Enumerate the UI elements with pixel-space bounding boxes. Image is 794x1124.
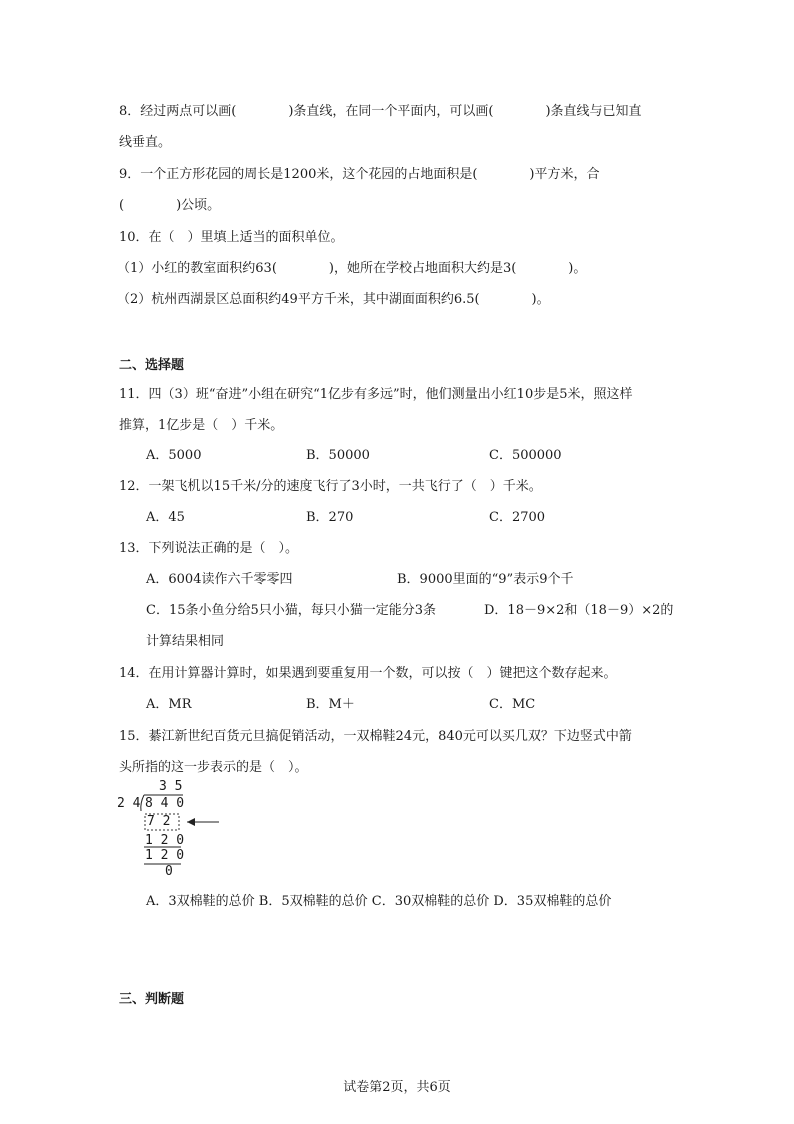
question-11-option-a: A．5000: [146, 448, 202, 463]
question-14-option-a: A．MR: [146, 697, 192, 712]
question-11-line-2: 推算，1亿步是（ ）千米。: [119, 418, 284, 433]
division-bracket-lines: [117, 780, 227, 880]
long-division-figure: [117, 780, 227, 880]
section-judgement-heading: 三、判断题: [119, 992, 185, 1007]
section-choice-heading: 二、选择题: [119, 358, 185, 373]
question-11-option-b: B．50000: [306, 448, 370, 463]
highlight-box: [145, 814, 179, 830]
question-10-part-1: （1）小红的教室面积约63( )，她所在学校占地面积大约是3( )。: [117, 261, 587, 276]
question-11-line-1: 11．四（3）班“奋进”小组在研究“1亿步有多远”时，他们测量出小红10步是5米，照这样: [119, 387, 633, 402]
question-13-option-a: A．6004读作六千零零四: [146, 572, 293, 587]
question-8-line-2: 线垂直。: [119, 135, 172, 150]
question-13-option-d: D．18－9×2和（18－9）×2的: [484, 603, 674, 618]
page-footer: 试卷第2页，共6页: [343, 1080, 451, 1095]
question-15-line-1: 15．綦江新世纪百货元旦搞促销活动，一双棉鞋24元，840元可以买几双？下边竖式中箭: [119, 729, 632, 744]
question-13-option-b: B．9000里面的“9”表示9个千: [397, 572, 574, 587]
question-14: 14．在用计算器计算时，如果遇到要重复用一个数，可以按（ ）键把这个数存起来。: [119, 666, 617, 681]
division-step-product: 7 2: [147, 814, 171, 829]
question-8-line-1: 8．经过两点可以画( )条直线，在同一个平面内，可以画( )条直线与已知直: [119, 104, 642, 119]
division-quotient: 3 5: [159, 779, 183, 794]
question-14-option-b: B．M＋: [306, 697, 355, 712]
question-10-part-2: （2）杭州西湖景区总面积约49平方千米，其中湖面面积约6.5( )。: [117, 292, 550, 307]
question-13: 13．下列说法正确的是（ ）。: [119, 541, 299, 556]
division-step-remainder: 1 2 0: [145, 833, 185, 848]
question-9-line-1: 9．一个正方形花园的周长是1200米，这个花园的占地面积是( )平方米，合: [119, 167, 600, 182]
question-11-option-c: C．500000: [489, 448, 562, 463]
question-12: 12．一架飞机以15千米/分的速度飞行了3小时，一共飞行了（ ）千米。: [119, 479, 542, 494]
question-12-option-a: A．45: [146, 510, 185, 525]
question-12-option-c: C．2700: [489, 510, 546, 525]
division-step-product-2: 1 2 0: [145, 848, 185, 863]
division-final-remainder: 0: [165, 864, 173, 879]
question-12-option-b: B．270: [306, 510, 354, 525]
question-13-option-d-continued: 计算结果相同: [146, 634, 225, 649]
question-15-line-2: 头所指的这一步表示的是（ ）。: [119, 760, 308, 775]
division-dividend: 8 4 0: [145, 796, 185, 811]
question-13-option-c: C．15条小鱼分给5只小猫，每只小猫一定能分3条: [146, 603, 437, 618]
question-9-line-2: ( )公顷。: [119, 198, 221, 213]
question-14-option-c: C．MC: [489, 697, 536, 712]
question-10: 10．在（ ）里填上适当的面积单位。: [119, 230, 344, 245]
question-15-options: A．3双棉鞋的总价 B．5双棉鞋的总价 C．30双棉鞋的总价 D．35双棉鞋的总价: [146, 894, 612, 909]
division-divisor: 2 4: [117, 796, 141, 811]
pointer-arrow-icon: [187, 818, 219, 826]
